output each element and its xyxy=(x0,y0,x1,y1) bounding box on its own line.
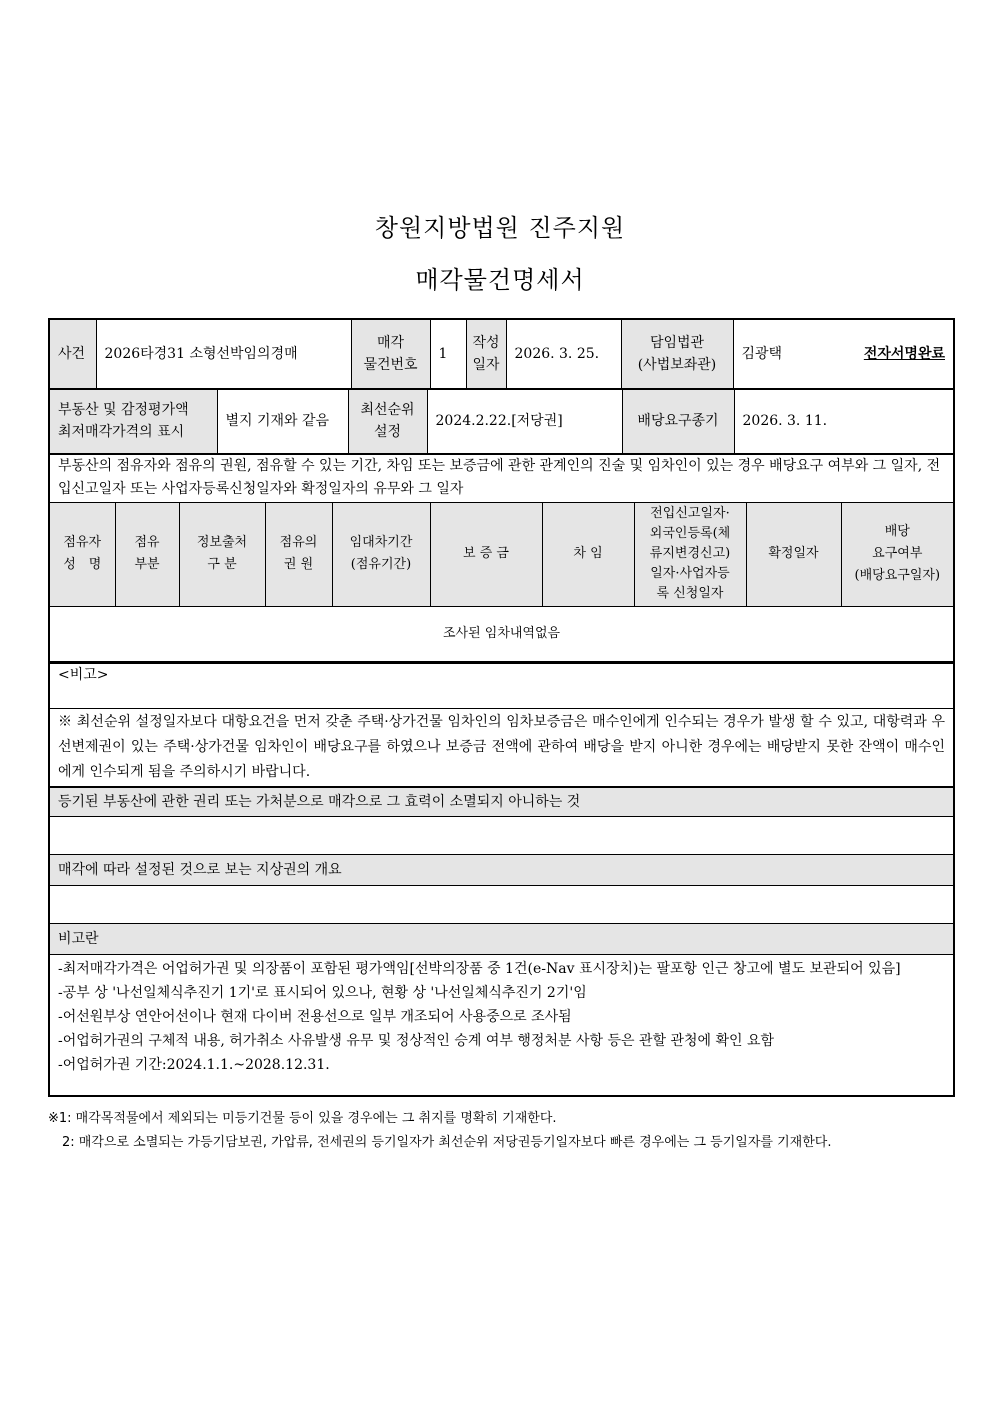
no-lease-record: 조사된 임차내역없음 xyxy=(50,606,953,661)
note-item: -어선원부상 연안어선이나 현재 다이버 전용선으로 일부 개조되어 사용중으로 조사됨 xyxy=(58,1009,572,1025)
registered-rights-content xyxy=(50,817,953,855)
court-name: 창원지방법원 진주지원 xyxy=(374,214,626,242)
case-label: 사건 xyxy=(50,320,96,388)
note-item: -최저매각가격은 어업허가권 및 의장품이 포함된 평가액임[선박의장품 중 1건(e-Nav 표시장치)는 팔포항 인근 창고에 별도 보관되어 있음] xyxy=(58,961,901,977)
occupant-name-header: 점유자 성 명 xyxy=(50,502,115,606)
rent-header: 차 임 xyxy=(542,502,634,606)
remarks-label: <비고> xyxy=(50,663,953,709)
written-date-label: 작성 일자 xyxy=(466,320,506,388)
judge-value xyxy=(733,320,953,388)
remarks-table xyxy=(50,662,953,1097)
lease-period-header: 임대차기간 (점유기간) xyxy=(332,502,430,606)
occupied-part-header: 점유 부분 xyxy=(115,502,179,606)
property-label: 부동산 및 감정평가액 최저매각가격의 표시 xyxy=(50,389,217,453)
notes-header: 비고란 xyxy=(50,924,953,955)
case-info-table xyxy=(50,320,953,389)
note-item: -어업허가권의 구체적 내용, 허가취소 사유발생 유무 및 정상적인 승계 여부 행정처분 사항 등은 관할 관청에 확인 요함 xyxy=(58,1033,775,1049)
fixed-date-header: 확정일자 xyxy=(746,502,841,606)
property-value: 별지 기재와 같음 xyxy=(217,389,348,453)
document-title: 매각물건명세서 xyxy=(415,266,585,294)
written-date-value: 2026. 3. 25. xyxy=(506,320,621,388)
registration-date-header: 전입신고일자· 외국인등록(체 류지변경신고) 일자·사업자등 록 신청일자 xyxy=(634,502,746,606)
priority-label: 최선순위 설정 xyxy=(348,389,427,453)
footnote-2: 2: 매각으로 소멸되는 가등기담보권, 가압류, 전세권의 등기일자가 최선순위 저당권등기일자보다 빠른 경우에는 그 등기일자를 기재한다. xyxy=(62,1135,832,1150)
item-number-value: 1 xyxy=(430,320,466,388)
note-item: -공부 상 '나선일체식추진기 1기'로 표시되어 있으나, 현황 상 '나선일체식추진기 2기'임 xyxy=(58,985,587,1001)
judge-label: 담임법관 (사법보좌관) xyxy=(621,320,733,388)
deadline-label: 배당요구종기 xyxy=(622,389,734,453)
registered-rights-header: 등기된 부동산에 관한 권리 또는 가처분으로 매각으로 그 효력이 소멸되지 아니하는 것 xyxy=(50,787,953,817)
occupancy-table xyxy=(50,454,953,662)
footnote-1: ※1: 매각목적물에서 제외되는 미등기건물 등이 있을 경우에는 그 취지를 명확히 기재한다. xyxy=(48,1111,557,1126)
info-source-header: 정보출처 구 분 xyxy=(179,502,265,606)
deposit-header: 보 증 금 xyxy=(430,502,542,606)
notes-content xyxy=(50,955,953,1096)
note-item: -어업허가권 기간:2024.1.1.~2028.12.31. xyxy=(58,1057,330,1073)
deadline-value: 2026. 3. 11. xyxy=(734,389,953,453)
surface-rights-header: 매각에 따라 설정된 것으로 보는 지상권의 개요 xyxy=(50,855,953,886)
item-number-label: 매각 물건번호 xyxy=(351,320,430,388)
judge-name: 김광택 xyxy=(741,345,783,362)
surface-rights-content xyxy=(50,886,953,924)
priority-value: 2024.2.22.[저당권] xyxy=(427,389,622,453)
signature-status: 전자서명완료 xyxy=(863,345,945,362)
dividend-request-header: 배당 요구여부 (배당요구일자) xyxy=(841,502,953,606)
case-value: 2026타경31 소형선박임의경매 xyxy=(96,320,351,388)
property-info-table xyxy=(50,389,953,454)
footnotes xyxy=(48,1107,958,1155)
remarks-warning: ※ 최선순위 설정일자보다 대항요건을 먼저 갖춘 주택·상가건물 임차인의 임차보증금은 매수인에게 인수되는 경우가 발생 할 수 있고, 대항력과 우선변제권이 있는 주택·상가건물 임차인이 배당요구를 하였으나 보증금 전액에 관하여 배당을 받지 아니한 경우에는 배당받지 못한 잔액이 매수인에게 인수되게 됨을 주의하시기 바랍니다. xyxy=(50,709,953,787)
occupancy-intro: 부동산의 점유자와 점유의 권원, 점유할 수 있는 기간, 차임 또는 보증금에 관한 관계인의 진술 및 임차인이 있는 경우 배당요구 여부와 그 일자, 전입신고일자 또는 사업자등록신청일자와 확정일자의 유무와 그 일자 xyxy=(50,454,953,502)
occupancy-right-header: 점유의 권 원 xyxy=(265,502,332,606)
statement-form xyxy=(48,318,955,1097)
